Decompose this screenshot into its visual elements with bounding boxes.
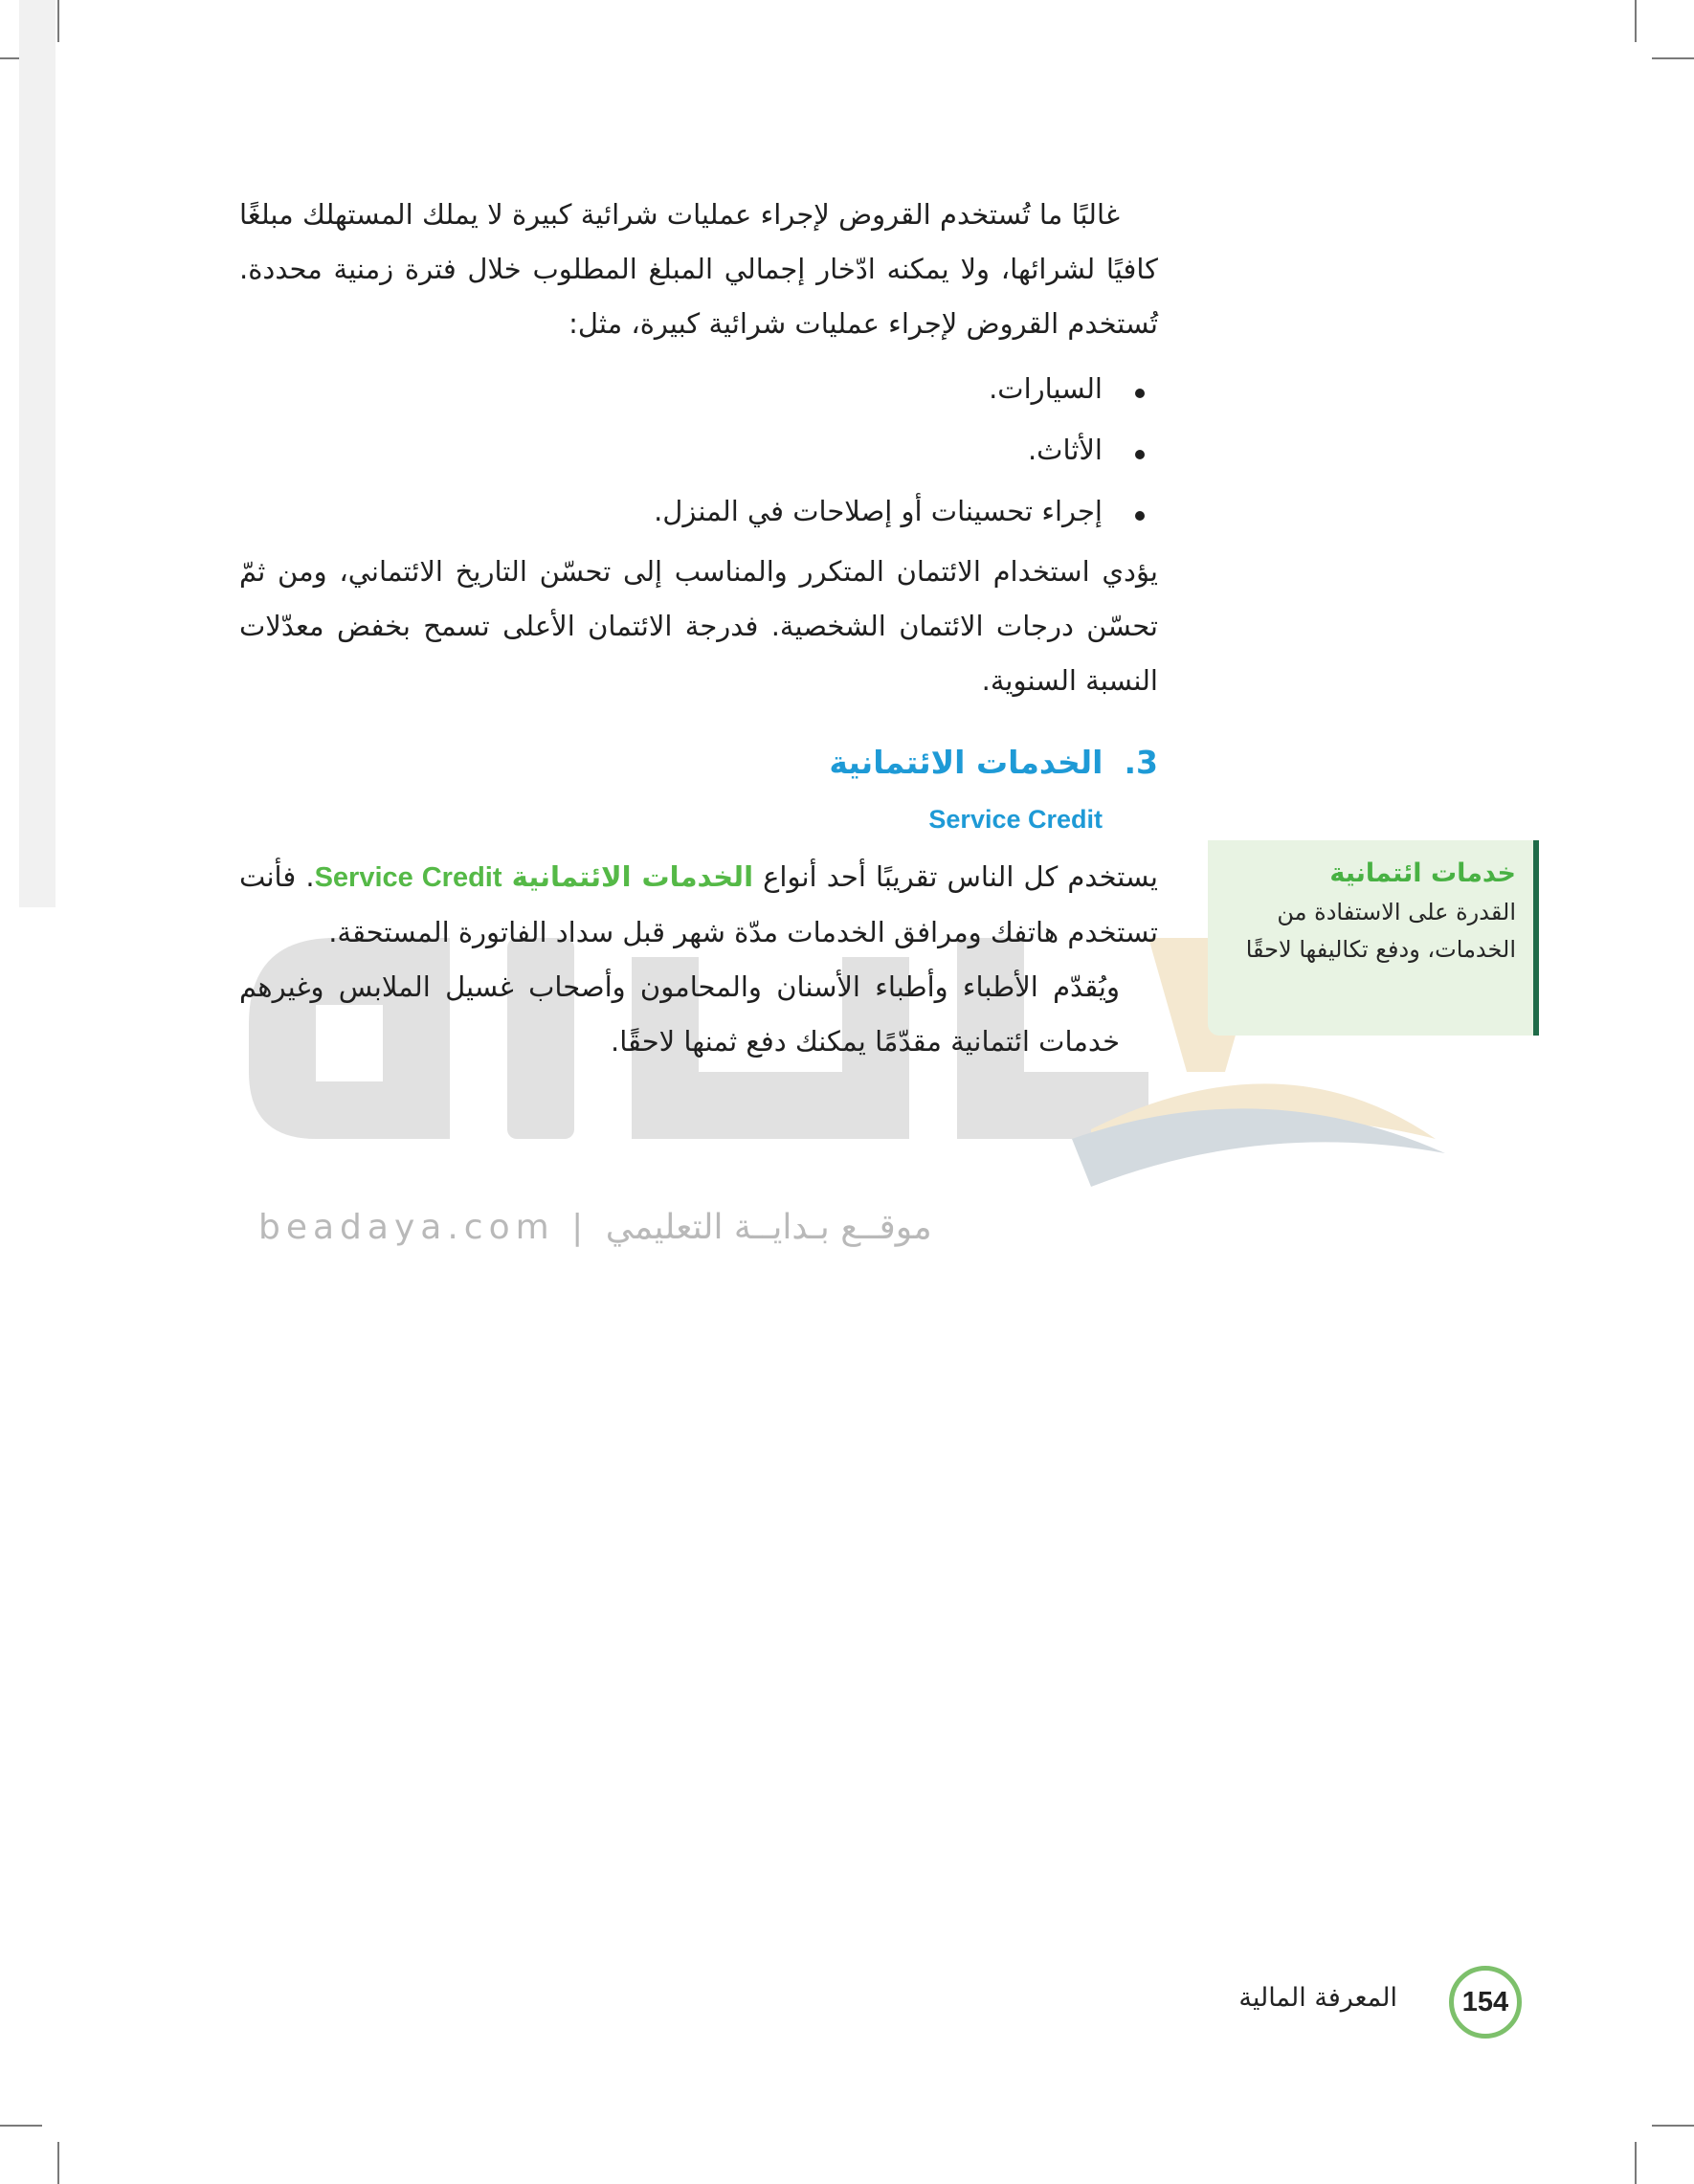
crop-mark xyxy=(57,0,59,42)
services-text-part1: يستخدم كل الناس تقريبًا أحد أنواع xyxy=(753,860,1158,893)
side-band xyxy=(19,0,56,907)
page-number: 154 xyxy=(1449,1966,1522,2039)
section-title-ar: الخدمات الائتمانية xyxy=(829,744,1103,781)
credit-section xyxy=(239,545,1158,708)
glossary-box xyxy=(1208,840,1539,1036)
crop-mark xyxy=(57,2142,59,2184)
crop-mark xyxy=(1652,57,1694,59)
footer-book-title: المعرفة المالية xyxy=(1238,1983,1397,2013)
list-item: إجراء تحسينات أو إصلاحات في المنزل. xyxy=(239,482,1158,544)
crop-mark xyxy=(0,2125,42,2127)
services-text-part2: . فأنت تستخدم هاتفك ومرافق الخدمات مدّة شهر قبل سداد الفاتورة المستحقة. xyxy=(239,860,1158,948)
services-section xyxy=(239,850,1158,1069)
crop-mark xyxy=(1635,0,1637,42)
crop-mark xyxy=(1652,2125,1694,2127)
intro-section xyxy=(239,188,1158,351)
intro-paragraph: غالبًا ما تُستخدم القروض لإجراء عمليات شرائية كبيرة لا يملك المستهلك مبلغًا كافيًا لشرائها، ولا يمكنه ادّخار إجمالي المبلغ المطلوب خلال فترة زمنية محددة. تُستخدم القروض لإجراء عمليات شرائية كبيرة، مثل: xyxy=(239,198,1158,340)
list-item: السيارات. xyxy=(239,360,1158,421)
section-heading xyxy=(829,744,1158,781)
glossary-term: خدمات ائتمانية xyxy=(1329,858,1516,888)
term-highlight-en: Service Credit xyxy=(314,862,502,893)
examples-list xyxy=(239,360,1158,544)
list-item: الأثاث. xyxy=(239,421,1158,482)
section-title-en: Service Credit xyxy=(928,805,1103,834)
crop-mark xyxy=(1635,2142,1637,2184)
services-paragraph xyxy=(239,850,1158,960)
glossary-definition: القدرة على الاستفادة من الخدمات، ودفع تكاليفها لاحقًا xyxy=(1245,899,1516,963)
credit-paragraph: يؤدي استخدام الائتمان المتكرر والمناسب إلى تحسّن التاريخ الائتماني، ومن ثمّ تحسّن درجات الائتمان الشخصية. فدرجة الائتمان الأعلى تسمح بخفض معدّلات النسبة السنوية. xyxy=(239,555,1158,697)
section-number: 3. xyxy=(1124,744,1158,781)
term-highlight-ar: الخدمات الائتمانية xyxy=(511,860,754,893)
services-paragraph-2: ويُقدّم الأطباء وأطباء الأسنان والمحامون وأصحاب غسيل الملابس وغيرهم خدمات ائتمانية مقدّمًا يمكنك دفع ثمنها لاحقًا. xyxy=(239,970,1120,1058)
watermark-caption: beadaya.com | موقــع بـدايــة التعليمي xyxy=(258,1208,932,1247)
